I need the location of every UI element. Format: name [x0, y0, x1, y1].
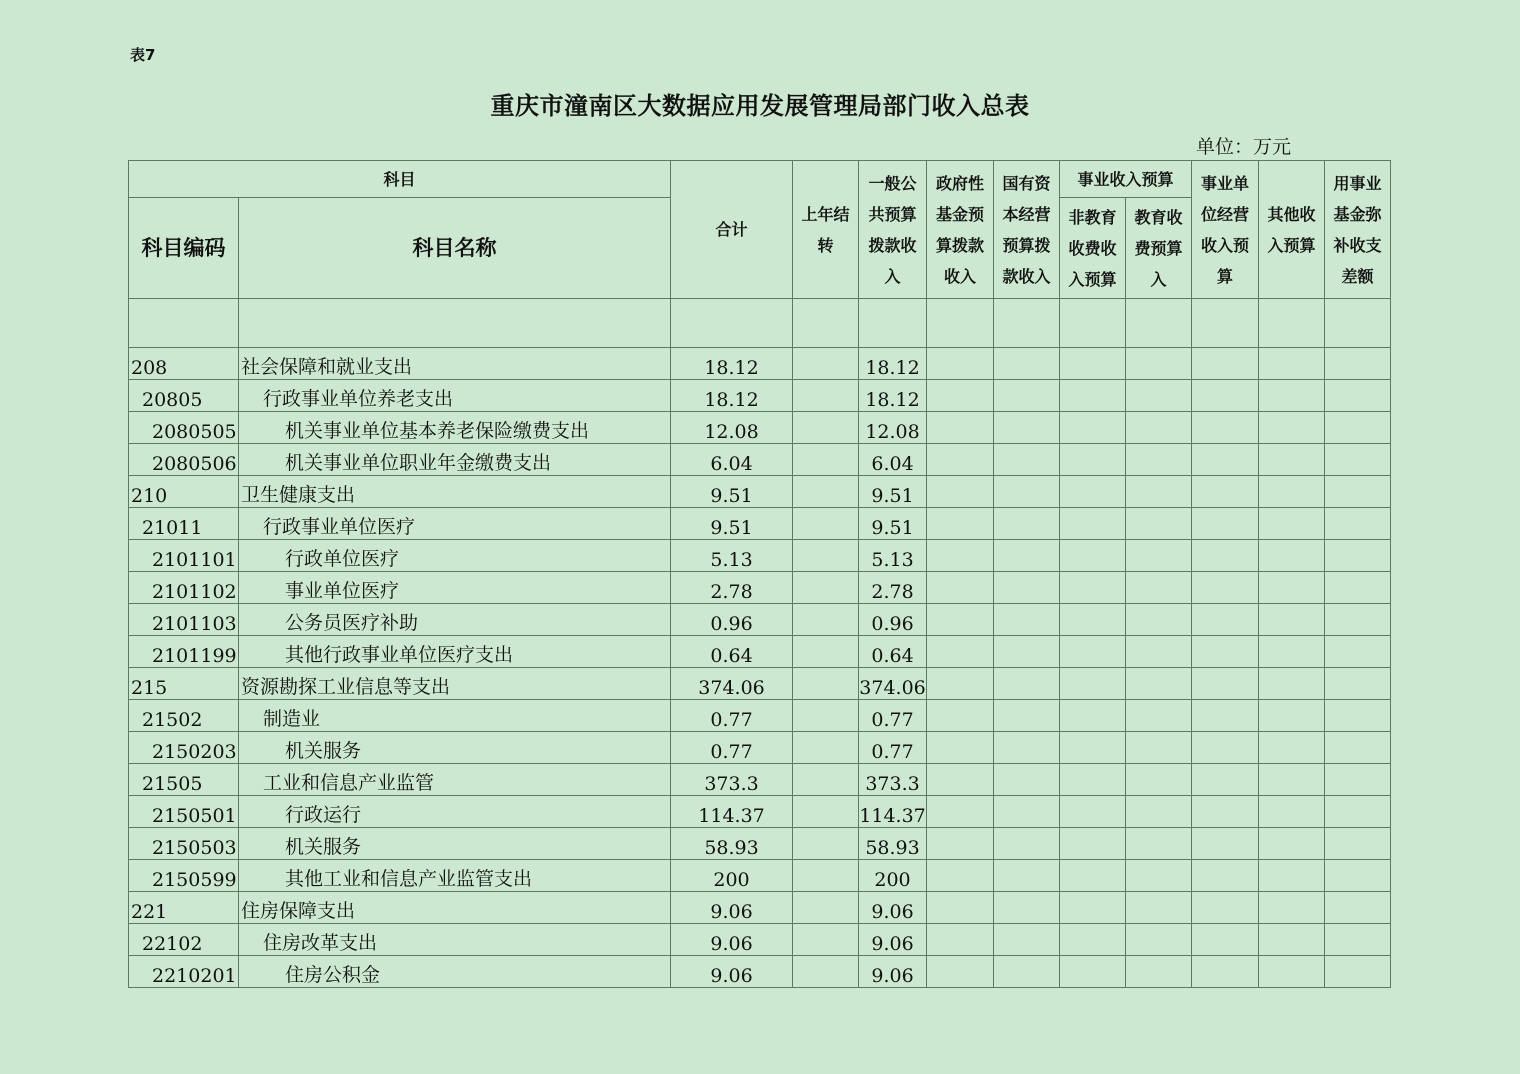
row-general-budget: 9.06	[859, 892, 927, 924]
header-state-capital: 国有资本经营预算拨款收入	[994, 161, 1060, 299]
row-code: 2101103	[129, 604, 239, 636]
row-other	[1259, 444, 1325, 476]
row-gov-fund	[927, 412, 994, 444]
row-edu	[1126, 956, 1192, 988]
row-carryover	[793, 348, 859, 380]
row-non-edu	[1060, 700, 1126, 732]
row-state-capital	[994, 636, 1060, 668]
row-name: 事业单位医疗	[239, 572, 671, 604]
row-total: 5.13	[671, 540, 793, 572]
row-fund-offset	[1325, 668, 1391, 700]
row-name: 其他工业和信息产业监管支出	[239, 860, 671, 892]
row-edu	[1126, 796, 1192, 828]
row-name: 行政单位医疗	[239, 540, 671, 572]
row-carryover	[793, 924, 859, 956]
row-carryover	[793, 636, 859, 668]
row-carryover	[793, 572, 859, 604]
row-non-edu	[1060, 412, 1126, 444]
row-total: 114.37	[671, 796, 793, 828]
table-row	[129, 668, 1457, 700]
row-name: 机关服务	[239, 828, 671, 860]
table-row	[129, 572, 1457, 604]
row-state-capital	[994, 796, 1060, 828]
row-general-budget: 9.51	[859, 508, 927, 540]
row-name: 卫生健康支出	[239, 476, 671, 508]
unit-label: 单位：万元	[1196, 136, 1292, 158]
row-non-edu	[1060, 348, 1126, 380]
row-operating	[1192, 540, 1259, 572]
header-name: 科目名称	[239, 198, 671, 299]
row-gov-fund	[927, 572, 994, 604]
row-operating	[1192, 604, 1259, 636]
row-name: 机关事业单位职业年金缴费支出	[239, 444, 671, 476]
table-row	[129, 508, 1457, 540]
row-gov-fund	[927, 860, 994, 892]
row-fund-offset	[1325, 604, 1391, 636]
row-general-budget: 5.13	[859, 540, 927, 572]
row-fund-offset	[1325, 508, 1391, 540]
row-fund-offset	[1325, 732, 1391, 764]
row-code: 2150599	[129, 860, 239, 892]
row-state-capital	[994, 668, 1060, 700]
row-state-capital	[994, 299, 1060, 348]
table-row	[129, 636, 1457, 668]
table-row	[129, 924, 1457, 956]
row-other	[1259, 604, 1325, 636]
row-gov-fund	[927, 636, 994, 668]
row-general-budget	[859, 299, 927, 348]
row-gov-fund	[927, 924, 994, 956]
row-non-edu	[1060, 860, 1126, 892]
row-carryover	[793, 828, 859, 860]
row-non-edu	[1060, 604, 1126, 636]
row-code: 215	[129, 668, 239, 700]
header-other: 其他收入预算	[1259, 161, 1325, 299]
row-total: 9.51	[671, 508, 793, 540]
row-code: 2150501	[129, 796, 239, 828]
row-fund-offset	[1325, 828, 1391, 860]
row-other	[1259, 956, 1325, 988]
row-non-edu	[1060, 572, 1126, 604]
row-carryover	[793, 476, 859, 508]
row-fund-offset	[1325, 380, 1391, 412]
row-edu	[1126, 732, 1192, 764]
row-other	[1259, 299, 1325, 348]
row-general-budget: 9.06	[859, 956, 927, 988]
row-operating	[1192, 636, 1259, 668]
row-operating	[1192, 668, 1259, 700]
row-code: 2101199	[129, 636, 239, 668]
table-row	[129, 540, 1457, 572]
row-total: 12.08	[671, 412, 793, 444]
row-non-edu	[1060, 299, 1126, 348]
row-carryover	[793, 540, 859, 572]
row-name: 工业和信息产业监管	[239, 764, 671, 796]
row-fund-offset	[1325, 796, 1391, 828]
row-code: 20805	[129, 380, 239, 412]
row-other	[1259, 540, 1325, 572]
row-non-edu	[1060, 444, 1126, 476]
row-code: 2150503	[129, 828, 239, 860]
row-code: 21505	[129, 764, 239, 796]
table-row	[129, 412, 1457, 444]
row-other	[1259, 412, 1325, 444]
row-general-budget: 0.77	[859, 700, 927, 732]
row-total: 6.04	[671, 444, 793, 476]
page-title: 重庆市潼南区大数据应用发展管理局部门收入总表	[490, 92, 1030, 120]
row-general-budget: 2.78	[859, 572, 927, 604]
row-fund-offset	[1325, 299, 1391, 348]
row-carryover	[793, 700, 859, 732]
row-operating	[1192, 380, 1259, 412]
row-operating	[1192, 860, 1259, 892]
row-carryover	[793, 732, 859, 764]
row-general-budget: 0.96	[859, 604, 927, 636]
row-name: 社会保障和就业支出	[239, 348, 671, 380]
row-state-capital	[994, 860, 1060, 892]
row-carryover	[793, 764, 859, 796]
row-state-capital	[994, 732, 1060, 764]
table-row	[129, 700, 1457, 732]
row-edu	[1126, 668, 1192, 700]
row-edu	[1126, 636, 1192, 668]
row-edu	[1126, 412, 1192, 444]
row-name: 住房公积金	[239, 956, 671, 988]
row-gov-fund	[927, 476, 994, 508]
row-other	[1259, 828, 1325, 860]
row-total: 58.93	[671, 828, 793, 860]
row-non-edu	[1060, 796, 1126, 828]
row-general-budget: 12.08	[859, 412, 927, 444]
header-operating: 事业单位经营收入预算	[1192, 161, 1259, 299]
row-name: 行政事业单位医疗	[239, 508, 671, 540]
row-total: 374.06	[671, 668, 793, 700]
row-fund-offset	[1325, 924, 1391, 956]
row-operating	[1192, 412, 1259, 444]
row-carryover	[793, 668, 859, 700]
row-carryover	[793, 444, 859, 476]
row-code	[129, 299, 239, 348]
row-carryover	[793, 412, 859, 444]
row-non-edu	[1060, 924, 1126, 956]
row-operating	[1192, 476, 1259, 508]
row-carryover	[793, 604, 859, 636]
row-state-capital	[994, 892, 1060, 924]
header-public-institution-income: 事业收入预算	[1060, 161, 1192, 198]
row-name: 公务员医疗补助	[239, 604, 671, 636]
row-edu	[1126, 508, 1192, 540]
row-state-capital	[994, 956, 1060, 988]
row-state-capital	[994, 476, 1060, 508]
table-row	[129, 348, 1457, 380]
row-operating	[1192, 796, 1259, 828]
row-general-budget: 9.06	[859, 924, 927, 956]
row-operating	[1192, 956, 1259, 988]
row-gov-fund	[927, 700, 994, 732]
row-edu	[1126, 476, 1192, 508]
row-edu	[1126, 572, 1192, 604]
header-carryover: 上年结转	[793, 161, 859, 299]
row-operating	[1192, 299, 1259, 348]
table-body	[129, 299, 1457, 988]
table-row	[129, 476, 1457, 508]
row-state-capital	[994, 700, 1060, 732]
row-gov-fund	[927, 828, 994, 860]
row-total: 18.12	[671, 380, 793, 412]
row-fund-offset	[1325, 476, 1391, 508]
row-other	[1259, 636, 1325, 668]
row-name: 其他行政事业单位医疗支出	[239, 636, 671, 668]
row-edu	[1126, 764, 1192, 796]
row-total: 0.77	[671, 700, 793, 732]
row-state-capital	[994, 508, 1060, 540]
row-general-budget: 0.64	[859, 636, 927, 668]
row-fund-offset	[1325, 348, 1391, 380]
row-fund-offset	[1325, 412, 1391, 444]
row-fund-offset	[1325, 572, 1391, 604]
row-code: 221	[129, 892, 239, 924]
row-other	[1259, 924, 1325, 956]
row-gov-fund	[927, 796, 994, 828]
table-row	[129, 380, 1457, 412]
row-code: 21502	[129, 700, 239, 732]
row-operating	[1192, 700, 1259, 732]
row-other	[1259, 732, 1325, 764]
table-row	[129, 732, 1457, 764]
row-carryover	[793, 299, 859, 348]
row-edu	[1126, 348, 1192, 380]
row-name: 行政运行	[239, 796, 671, 828]
row-carryover	[793, 956, 859, 988]
row-total	[671, 299, 793, 348]
row-code: 2101102	[129, 572, 239, 604]
row-other	[1259, 348, 1325, 380]
row-name: 制造业	[239, 700, 671, 732]
row-operating	[1192, 572, 1259, 604]
row-other	[1259, 892, 1325, 924]
row-total: 373.3	[671, 764, 793, 796]
row-other	[1259, 764, 1325, 796]
header-edu: 教育收费预算入	[1126, 198, 1192, 299]
row-carryover	[793, 508, 859, 540]
row-name	[239, 299, 671, 348]
row-non-edu	[1060, 892, 1126, 924]
row-general-budget: 9.51	[859, 476, 927, 508]
row-other	[1259, 668, 1325, 700]
row-gov-fund	[927, 956, 994, 988]
row-gov-fund	[927, 299, 994, 348]
row-name: 资源勘探工业信息等支出	[239, 668, 671, 700]
row-name: 住房保障支出	[239, 892, 671, 924]
row-other	[1259, 796, 1325, 828]
row-operating	[1192, 732, 1259, 764]
table-row	[129, 860, 1457, 892]
row-state-capital	[994, 924, 1060, 956]
row-edu	[1126, 860, 1192, 892]
row-non-edu	[1060, 956, 1126, 988]
row-operating	[1192, 828, 1259, 860]
row-state-capital	[994, 540, 1060, 572]
row-fund-offset	[1325, 956, 1391, 988]
row-code: 210	[129, 476, 239, 508]
row-carryover	[793, 380, 859, 412]
row-total: 9.51	[671, 476, 793, 508]
row-other	[1259, 476, 1325, 508]
row-fund-offset	[1325, 892, 1391, 924]
row-gov-fund	[927, 444, 994, 476]
row-gov-fund	[927, 508, 994, 540]
row-non-edu	[1060, 380, 1126, 412]
row-operating	[1192, 764, 1259, 796]
row-name: 行政事业单位养老支出	[239, 380, 671, 412]
row-total: 2.78	[671, 572, 793, 604]
row-edu	[1126, 299, 1192, 348]
row-state-capital	[994, 604, 1060, 636]
row-carryover	[793, 892, 859, 924]
row-general-budget: 18.12	[859, 380, 927, 412]
row-state-capital	[994, 572, 1060, 604]
row-code: 2101101	[129, 540, 239, 572]
row-operating	[1192, 924, 1259, 956]
header-subject: 科目	[129, 161, 671, 198]
row-name: 机关事业单位基本养老保险缴费支出	[239, 412, 671, 444]
row-code: 2080505	[129, 412, 239, 444]
row-general-budget: 200	[859, 860, 927, 892]
row-gov-fund	[927, 380, 994, 412]
header-total: 合计	[671, 161, 793, 299]
row-total: 0.96	[671, 604, 793, 636]
table-row	[129, 828, 1457, 860]
row-edu	[1126, 828, 1192, 860]
row-total: 0.77	[671, 732, 793, 764]
row-non-edu	[1060, 668, 1126, 700]
header-code: 科目编码	[129, 198, 239, 299]
row-operating	[1192, 508, 1259, 540]
row-edu	[1126, 444, 1192, 476]
row-code: 21011	[129, 508, 239, 540]
row-other	[1259, 700, 1325, 732]
row-total: 0.64	[671, 636, 793, 668]
row-code: 22102	[129, 924, 239, 956]
row-state-capital	[994, 380, 1060, 412]
row-non-edu	[1060, 540, 1126, 572]
row-gov-fund	[927, 732, 994, 764]
row-non-edu	[1060, 636, 1126, 668]
row-state-capital	[994, 764, 1060, 796]
row-general-budget: 0.77	[859, 732, 927, 764]
row-gov-fund	[927, 892, 994, 924]
row-non-edu	[1060, 732, 1126, 764]
row-general-budget: 6.04	[859, 444, 927, 476]
row-general-budget: 373.3	[859, 764, 927, 796]
row-general-budget: 114.37	[859, 796, 927, 828]
table-row	[129, 444, 1457, 476]
row-non-edu	[1060, 508, 1126, 540]
row-fund-offset	[1325, 860, 1391, 892]
row-edu	[1126, 540, 1192, 572]
row-gov-fund	[927, 604, 994, 636]
row-other	[1259, 508, 1325, 540]
row-code: 2150203	[129, 732, 239, 764]
row-operating	[1192, 444, 1259, 476]
table-row	[129, 956, 1457, 988]
row-gov-fund	[927, 348, 994, 380]
row-code: 2080506	[129, 444, 239, 476]
row-carryover	[793, 860, 859, 892]
row-total: 9.06	[671, 924, 793, 956]
row-operating	[1192, 892, 1259, 924]
row-edu	[1126, 700, 1192, 732]
row-fund-offset	[1325, 764, 1391, 796]
row-fund-offset	[1325, 700, 1391, 732]
row-total: 9.06	[671, 956, 793, 988]
table-row	[129, 299, 1457, 348]
row-fund-offset	[1325, 540, 1391, 572]
table-row	[129, 604, 1457, 636]
row-total: 18.12	[671, 348, 793, 380]
row-code: 2210201	[129, 956, 239, 988]
row-state-capital	[994, 444, 1060, 476]
row-carryover	[793, 796, 859, 828]
table-row	[129, 764, 1457, 796]
row-edu	[1126, 380, 1192, 412]
row-non-edu	[1060, 828, 1126, 860]
header-fund-offset: 用事业基金弥补收支差额	[1325, 161, 1391, 299]
row-other	[1259, 572, 1325, 604]
income-summary-table	[128, 160, 1457, 988]
table-row	[129, 892, 1457, 924]
row-gov-fund	[927, 764, 994, 796]
row-other	[1259, 380, 1325, 412]
row-name: 机关服务	[239, 732, 671, 764]
row-edu	[1126, 892, 1192, 924]
row-general-budget: 18.12	[859, 348, 927, 380]
row-non-edu	[1060, 764, 1126, 796]
row-fund-offset	[1325, 444, 1391, 476]
row-general-budget: 374.06	[859, 668, 927, 700]
row-gov-fund	[927, 668, 994, 700]
header-general-budget: 一般公共预算拨款收入	[859, 161, 927, 299]
header-non-edu: 非教育收费收入预算	[1060, 198, 1126, 299]
row-total: 9.06	[671, 892, 793, 924]
row-total: 200	[671, 860, 793, 892]
table-number: 表7	[130, 46, 156, 64]
header-gov-fund: 政府性基金预算拨款收入	[927, 161, 994, 299]
row-fund-offset	[1325, 636, 1391, 668]
row-code: 208	[129, 348, 239, 380]
row-other	[1259, 860, 1325, 892]
row-non-edu	[1060, 476, 1126, 508]
row-state-capital	[994, 412, 1060, 444]
table-row	[129, 796, 1457, 828]
row-general-budget: 58.93	[859, 828, 927, 860]
row-state-capital	[994, 348, 1060, 380]
row-gov-fund	[927, 540, 994, 572]
row-edu	[1126, 604, 1192, 636]
row-operating	[1192, 348, 1259, 380]
row-state-capital	[994, 828, 1060, 860]
row-edu	[1126, 924, 1192, 956]
row-name: 住房改革支出	[239, 924, 671, 956]
